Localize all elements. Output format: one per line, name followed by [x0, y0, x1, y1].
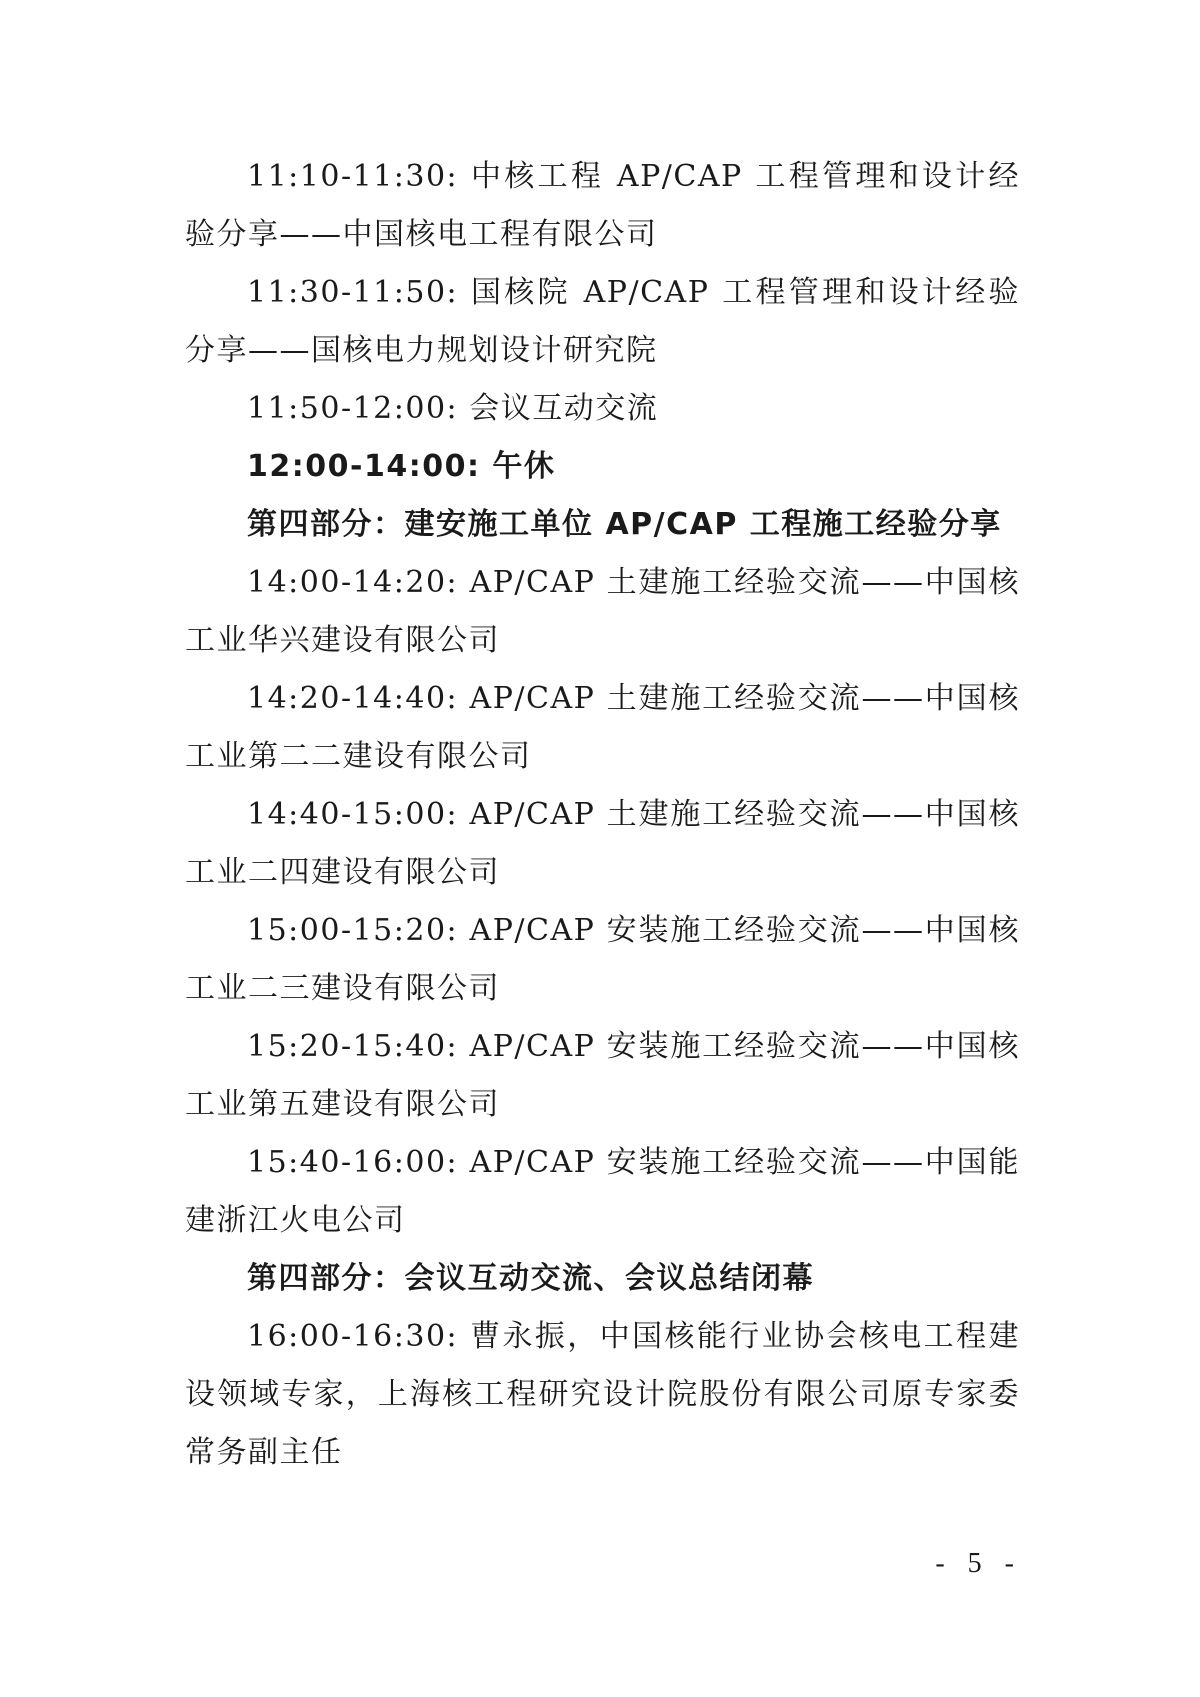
agenda-item-1540: 15:40-16:00: AP/CAP 安装施工经验交流——中国能建浙江火电公司	[185, 1145, 1020, 1238]
agenda-item-1500: 15:00-15:20: AP/CAP 安装施工经验交流——中国核工业二三建设有限公司	[185, 913, 1020, 1006]
agenda-item-1130: 11:30-11:50: 国核院 AP/CAP 工程管理和设计经验分享——国核电力规划设计研究院	[185, 275, 1020, 368]
agenda-item-1520: 15:20-15:40: AP/CAP 安装施工经验交流——中国核工业第五建设有限公司	[185, 1029, 1020, 1122]
agenda-item-1440: 14:40-15:00: AP/CAP 土建施工经验交流——中国核工业二四建设有限公司	[185, 797, 1020, 890]
section-heading-construction: 第四部分：建安施工单位 AP/CAP 工程施工经验分享	[247, 507, 1002, 542]
agenda-item-1110: 11:10-11:30: 中核工程 AP/CAP 工程管理和设计经验分享——中国核电工程有限公司	[185, 159, 1020, 252]
agenda-item-1420: 14:20-14:40: AP/CAP 土建施工经验交流——中国核工业第二二建设有限公司	[185, 681, 1020, 774]
agenda-body	[185, 148, 1020, 1482]
agenda-item-1600: 16:00-16:30: 曹永振，中国核能行业协会核电工程建设领域专家，上海核工程研究设计院股份有限公司原专家委常务副主任	[185, 1319, 1020, 1470]
agenda-item-1150: 11:50-12:00: 会议互动交流	[247, 391, 659, 426]
section-heading-closing: 第四部分：会议互动交流、会议总结闭幕	[247, 1261, 814, 1296]
page-number: - 5 -	[935, 1548, 1022, 1579]
agenda-item-1400: 14:00-14:20: AP/CAP 土建施工经验交流——中国核工业华兴建设有限公司	[185, 565, 1020, 658]
agenda-lunch-break: 12:00-14:00: 午休	[247, 449, 556, 484]
